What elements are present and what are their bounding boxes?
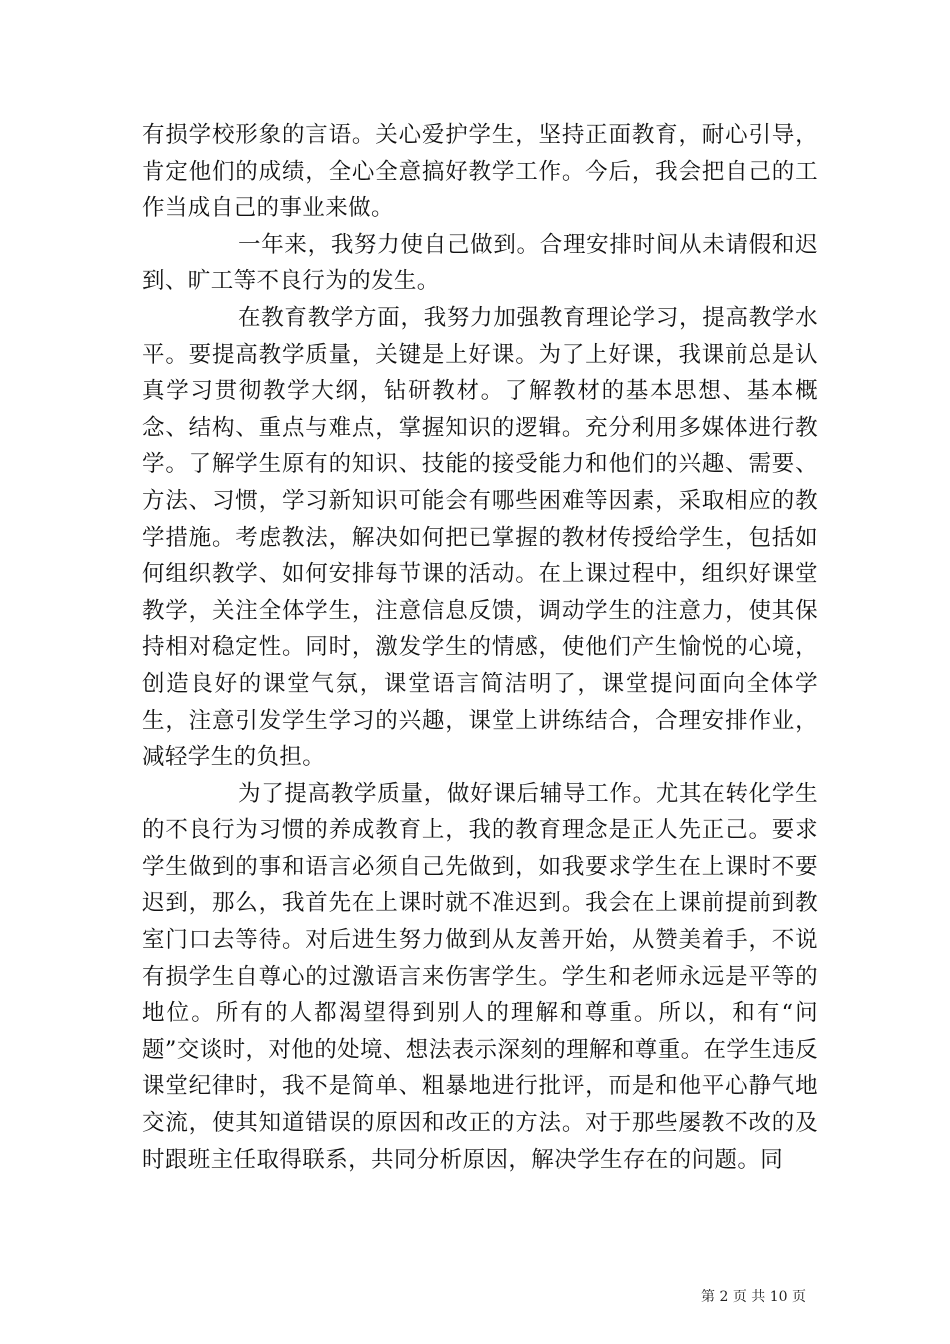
- paragraph-4: 为了提高教学质量，做好课后辅导工作。尤其在转化学生的不良行为习惯的养成教育上，我的教育理念是正人先正己。要求学生做到的事和语言必须自己先做到，如我要求学生在上课时不要迟到，那么，我首先在上课时就不准迟到。我会在上课前提前到教室门口去等待。对后进生努力做到从友善开始，从赞美着手，不说有损学生自尊心的过激语言来伤害学生。学生和老师永远是平等的地位。所有的人都渴望得到别人的理解和尊重。所以，和有“问题”交谈时，对他的处境、想法表示深刻的理解和尊重。在学生违反课堂纪律时，我不是简单、粗暴地进行批评，而是和他平心静气地交流，使其知道错误的原因和改正的方法。对于那些屡教不改的及时跟班主任取得联系，共同分析原因，解决学生存在的问题。同: [142, 780, 819, 1173]
- paragraph-3: 在教育教学方面，我努力加强教育理论学习，提高教学水平。要提高教学质量，关键是上好课。为了上好课，我课前总是认真学习贯彻教学大纲，钻研教材。了解教材的基本思想、基本概念、结构、重点与难点，掌握知识的逻辑。充分利用多媒体进行教学。了解学生原有的知识、技能的接受能力和他们的兴趣、需要、方法、习惯，学习新知识可能会有哪些困难等因素，采取相应的教学措施。考虑教法，解决如何把已掌握的教材传授给学生，包括如何组织教学、如何安排每节课的活动。在上课过程中，组织好课堂教学，关注全体学生，注意信息反馈，调动学生的注意力，使其保持相对稳定性。同时，激发学生的情感，使他们产生愉悦的心境，创造良好的课堂气氛，课堂语言简洁明了，课堂提问面向全体学生，注意引发学生学习的兴趣，课堂上讲练结合，合理安排作业，减轻学生的负担。: [142, 304, 818, 771]
- paragraph-2: 一年来，我努力使自己做到。合理安排时间从未请假和迟到、旷工等不良行为的发生。: [142, 231, 818, 295]
- document-body: [142, 117, 818, 1178]
- page-number-footer: 第 2 页 共 10 页: [701, 1289, 806, 1305]
- paragraph-1: 有损学校形象的言语。关心爱护学生，坚持正面教育，耐心引导，肯定他们的成绩，全心全意搞好教学工作。今后，我会把自己的工作当成自己的事业来做。: [142, 122, 818, 222]
